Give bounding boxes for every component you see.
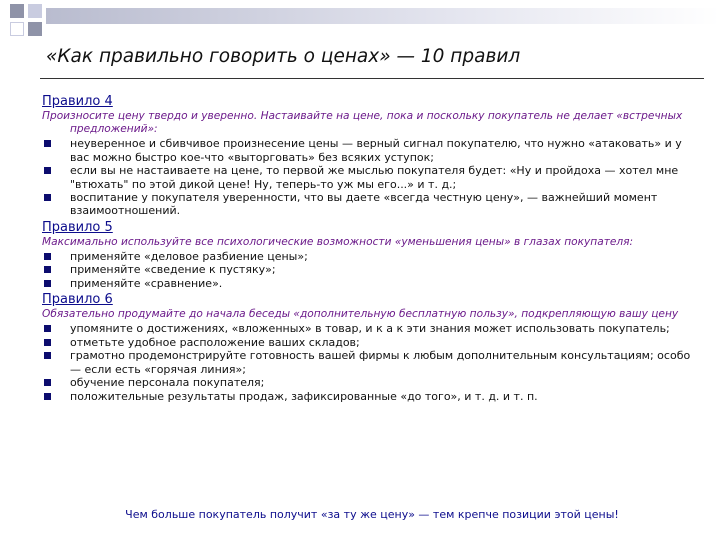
square-bullet-icon (44, 194, 51, 201)
bullet-list (42, 322, 702, 402)
list-item: грамотно продемонстрируйте готовность вашей фирмы к любым дополнительным консультациям; особо — если есть «горячая линия»; (42, 349, 702, 376)
square-bullet-icon (44, 325, 51, 332)
square-bullet-icon (44, 266, 51, 273)
list-item: применяйте «сведение к пустяку»; (42, 263, 702, 276)
list-item: воспитание у покупателя уверенности, что вы даете «всегда честную цену», — важнейший момент взаимоотношений. (42, 191, 702, 218)
square-bullet-icon (44, 379, 51, 386)
decor-square (28, 4, 42, 18)
rule-heading: Правило 5 (42, 219, 113, 235)
list-item: применяйте «деловое разбиение цены»; (42, 250, 702, 263)
rule-heading: Правило 6 (42, 292, 113, 308)
square-bullet-icon (44, 167, 51, 174)
square-bullet-icon (44, 393, 51, 400)
square-bullet-icon (44, 140, 51, 147)
square-bullet-icon (44, 339, 51, 346)
slide-title: «Как правильно говорить о ценах» — 10 правил (46, 46, 521, 67)
decor-gradient-bar (46, 8, 720, 24)
decor-square (10, 4, 24, 18)
list-item: если вы не настаиваете на цене, то первой же мыслью покупателя будет: «Ну и пройдоха — хотел мне "втюхать" по этой дикой цене! Ну, теперь-то уж мы его...» и т. д.; (42, 164, 702, 191)
decor-square (10, 22, 24, 36)
bullet-list (42, 250, 702, 290)
list-item: обучение персонала покупателя; (42, 376, 702, 389)
list-item: неуверенное и сбивчивое произнесение цены — верный сигнал покупателю, что нужно «атаковать» и у вас можно быстро кое-что «выторговать» без всяких уступок; (42, 137, 702, 164)
decorative-header (0, 0, 720, 40)
rule-lead: Обязательно продумайте до начала беседы «дополнительную бесплатную пользу», подкрепляющую вашу цену (42, 308, 679, 321)
list-item: отметьте удобное расположение ваших складов; (42, 336, 702, 349)
title-divider (40, 78, 704, 79)
list-item: упомяните о достижениях, «вложенных» в товар, и к а к эти знания может использовать покупатель; (42, 322, 702, 335)
list-item: применяйте «сравнение». (42, 277, 702, 290)
square-bullet-icon (44, 253, 51, 260)
decor-square (28, 22, 42, 36)
slide-content (42, 92, 702, 405)
bullet-list (42, 137, 702, 217)
rule-lead: Максимально используйте все психологические возможности «уменьшения цены» в глазах покупателя: (42, 235, 634, 248)
list-item: положительные результаты продаж, зафиксированные «до того», и т. д. и т. п. (42, 390, 702, 403)
square-bullet-icon (44, 280, 51, 287)
conclusion-text: Чем больше покупатель получит «за ту же цену» — тем крепче позиции этой цены! (125, 508, 619, 521)
rule-heading: Правило 4 (42, 94, 113, 109)
square-bullet-icon (44, 352, 51, 359)
rule-lead: Произносите цену твердо и уверенно. Настаивайте на цене, пока и поскольку покупатель не делает «встречных предложений»: (42, 110, 683, 136)
